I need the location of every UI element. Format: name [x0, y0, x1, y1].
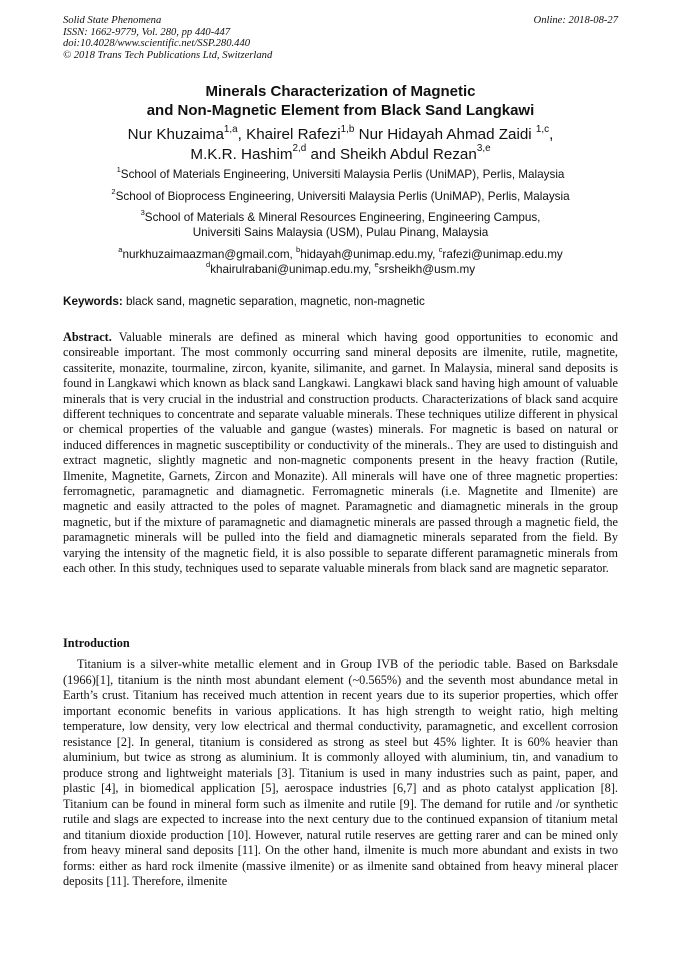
journal-header [63, 15, 618, 61]
email-sup: e [374, 260, 379, 270]
keywords-label: Keywords: [63, 295, 123, 308]
author-name: Nur Hidayah Ahmad Zaidi [358, 126, 536, 143]
author-line-1 [63, 125, 618, 145]
email-sup: b [296, 245, 301, 255]
author-affil-sup: 3,e [476, 143, 491, 155]
author-affil-sup: 1,c [535, 123, 550, 135]
author-name: M.K.R. Hashim [190, 145, 293, 163]
author-affil-sup: 1,a [223, 123, 238, 135]
affiliation-sup: 3 [140, 208, 145, 218]
author-name: Sheikh Abdul Rezan [340, 145, 477, 163]
email-line-2 [63, 262, 618, 277]
online-date: Online: 2018-08-27 [533, 15, 618, 26]
affiliation-line-2: Universiti Sains Malaysia (USM), Pulau Pinang, Malaysia [192, 226, 489, 239]
abstract-text: Valuable minerals are defined as mineral which having good opportunities to economic and consireable important. The most commonly occurring sand mineral deposits are ilmenite, rutile, magnetite, cassiterite, monazite, tourmaline, zircon, kyanite, silimanite, and garnet. In Malaysia, mineral sand deposits is found in Langkawi which known as black sand Langkawi. Langkawi black sand having high amount of valuable minerals that is very crucial in the industrial and construction products. Characterizations of black sand acquire different techniques to concentrate and separate valuable minerals. These techniques utilize different in physical or chemical properties of the valuable and gangue (wastes) minerals. For magnetic is based on natural or induced differences in magnetic susceptibility or conductivity of the minerals.. They are used to distinguish and extract magnetic, slightly magnetic and non-magnetic components present in the heavy fraction (Rutile, Ilmenite, Magnetite, Garnets, Zircon and Monazite). All minerals will have one of three magnetic properties: ferromagnetic, paramagnetic and diamagnetic. Ferromagnetic minerals (i.e. Magnetite and Ilmenite) are magnetic and easily attracted to the poles of magnet. Paramagnetic and diamagnetic minerals in the group magnetic, but if the mixture of paramagnetic and diamagnetic minerals are passed through a magnetic field, the paramagnetic minerals will be pulled into the field and diamagnetic minerals separated from the field. By varying the intensity of the magnetic field, it is also possible to separate different paramagnetic minerals from each other. In this study, techniques used to separate valuable minerals from black sand are magnetic separator. [63, 330, 618, 576]
journal-name: Solid State Phenomena [63, 15, 162, 26]
paper-title [63, 82, 618, 120]
email-d: khairulrabani@unimap.edu.my, [210, 263, 375, 276]
affiliation-text: School of Materials & Mineral Resources Engineering, Engineering Campus, [144, 211, 541, 224]
author-separator: , [549, 126, 554, 143]
email-e: srsheikh@usm.my [378, 263, 476, 276]
email-b: hidayah@unimap.edu.my, [300, 248, 439, 261]
author-name: Khairel Rafezi [246, 126, 341, 143]
copyright-line: © 2018 Trans Tech Publications Ltd, Switzerland [63, 49, 273, 61]
title-line-1: Minerals Characterization of Magnetic [205, 83, 476, 100]
abstract [63, 330, 618, 577]
author-list [63, 125, 618, 164]
doi-line: doi:10.4028/www.scientific.net/SSP.280.440 [63, 38, 251, 50]
author-separator: and [306, 145, 341, 163]
affiliation-text: School of Bioprocess Engineering, Universiti Malaysia Perlis (UniMAP), Perlis, Malaysia [115, 190, 570, 203]
introduction-paragraph: Titanium is a silver-white metallic element and in Group IVB of the periodic table. Based on Barksdale (1966)[1], titanium is the ninth most abundant element (~0.565%) and the seventh most abundance metal in Earth’s crust. Titanium has received much attention in recent years due to its superior properties, which offer important economic benefits in various applications. It has high strength to weight ratio, high melting temperature, low density, very low electrical and thermal conductivity, paramagnetic, and excellent corrosion resistance [2]. In general, titanium is considered as strong as steel but 45% lighter. It is 60% heavier than aluminium, but twice as strong as aluminium. It is commonly alloyed with aluminium, tin, and vanadium to produce strong and lightweight materials [3]. Titanium is used in many industries such as paint, paper, and plastic [4], in biomedical application [5], aerospace industries [6,7] and as photo catalyst application [8]. Titanium can be found in mineral form such as ilmenite and rutile [9]. The demand for rutile and /or synthetic rutile and slags are expected to increase into the next century due to the continued expansion of titanium metal and titanium dioxide production [10]. However, natural rutile reserves are getting rarer and can be mined only from heavy mineral sand deposits [11]. On the other hand, ilmenite is much more abundant and exists in two forms: either as hard rock ilmenite (massive ilmenite) or as ilmenite sand obtained from heavy mineral placer deposits [11]. Therefore, ilmenite [63, 657, 618, 888]
affiliation-line-1 [63, 210, 618, 225]
affiliation-1 [63, 167, 618, 182]
email-line-1 [63, 247, 618, 262]
affiliation-sup: 1 [116, 165, 121, 175]
email-sup: c [438, 245, 443, 255]
author-separator: , [237, 126, 247, 143]
author-affil-sup: 2,d [292, 143, 307, 155]
keywords [63, 294, 618, 309]
email-sup: a [118, 245, 123, 255]
email-sup: d [205, 260, 211, 270]
issn-line: ISSN: 1662-9779, Vol. 280, pp 440-447 [63, 26, 231, 38]
email-a: nurkhuzaimaazman@gmail.com, [122, 248, 297, 261]
title-line-2: and Non-Magnetic Element from Black Sand Langkawi [146, 102, 535, 119]
abstract-label: Abstract. [63, 330, 112, 344]
affiliation-2 [63, 189, 618, 204]
affiliation-sup: 2 [111, 187, 116, 197]
keywords-text: black sand, magnetic separation, magnetic, non-magnetic [122, 295, 425, 308]
email-c: rafezi@unimap.edu.my [442, 248, 563, 261]
author-name: Nur Khuzaima [127, 126, 224, 143]
email-block [63, 247, 618, 277]
author-affil-sup: 1,b [340, 123, 355, 135]
affiliation-text: School of Materials Engineering, Universiti Malaysia Perlis (UniMAP), Perlis, Malaysia [120, 168, 565, 181]
affiliation-3 [63, 210, 618, 240]
section-heading-introduction: Introduction [63, 636, 130, 650]
author-line-2 [63, 145, 618, 165]
